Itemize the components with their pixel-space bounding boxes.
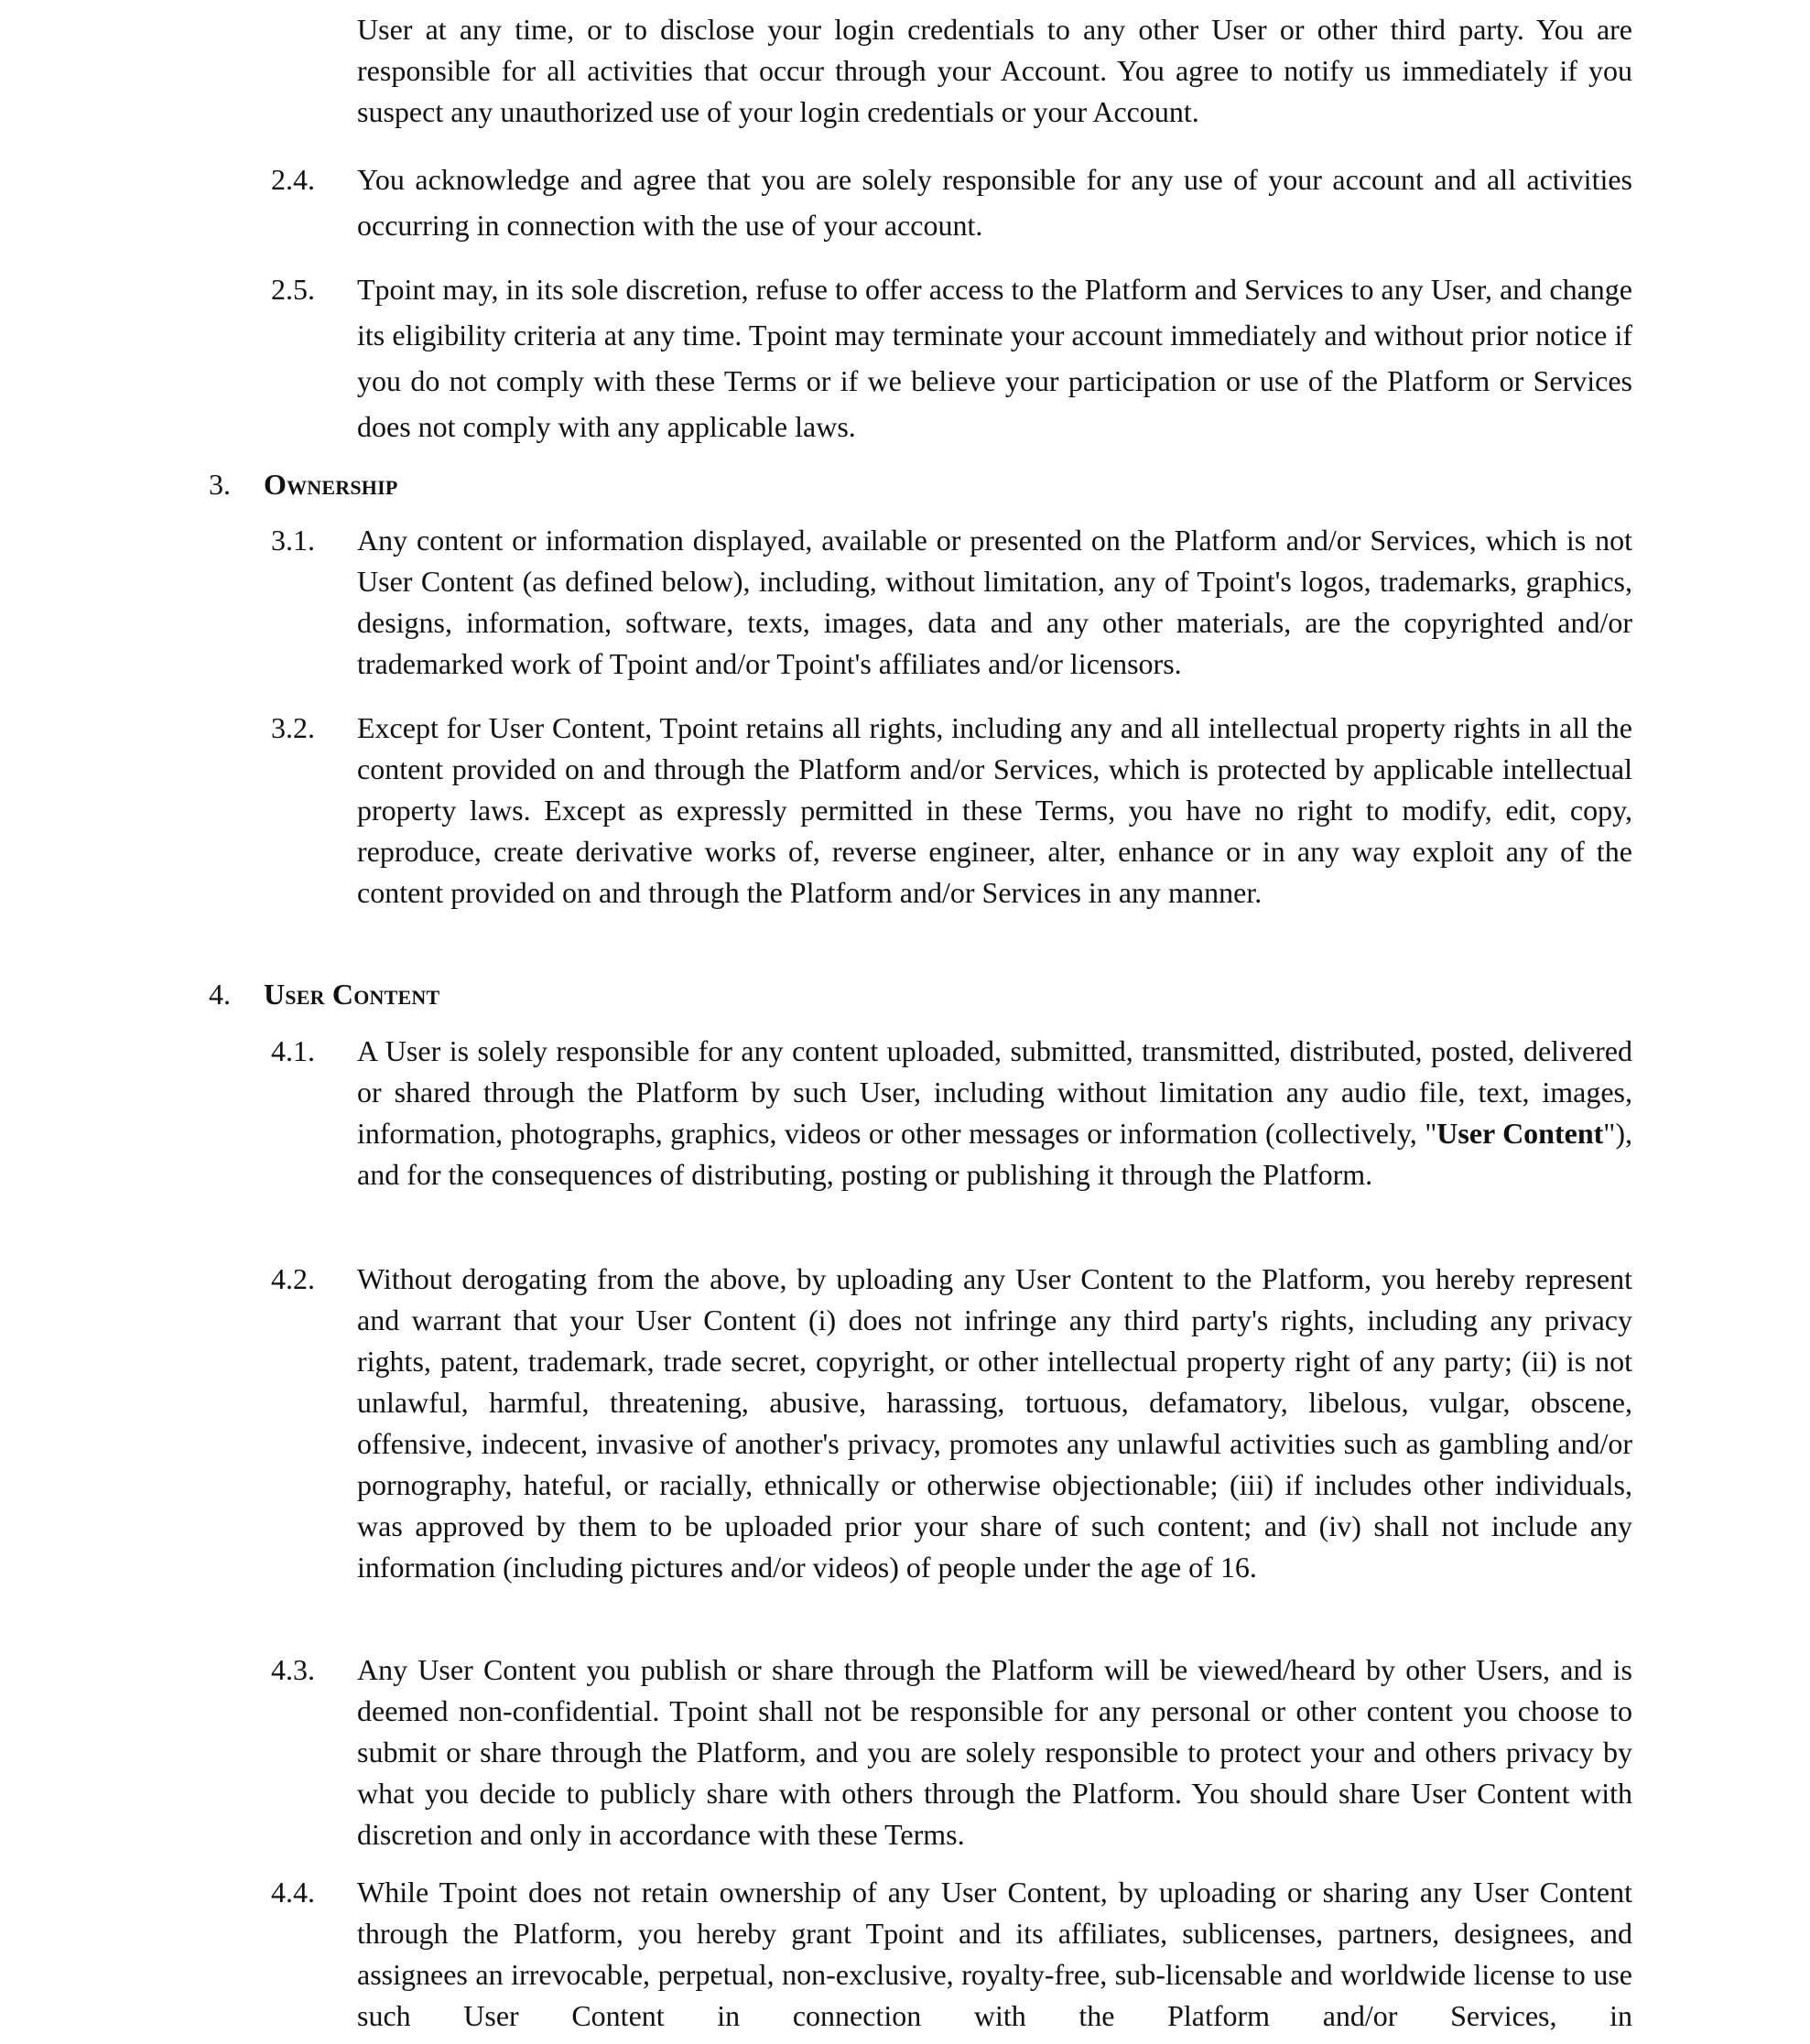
clause-4-2 xyxy=(271,1259,1632,1588)
section-title: User Content xyxy=(264,978,440,1011)
clause-number: 3.2. xyxy=(271,711,315,744)
section-number: 4. xyxy=(209,978,231,1011)
section-title: Ownership xyxy=(264,468,398,501)
clause-text: Except for User Content, Tpoint retains all rights, including any and all intellectual property rights in all the content provided on and through the Platform and/or Services, which is protected by applicable intellectual property laws. Except as expressly permitted in these Terms, you have no right to modify, edit, copy, reproduce, create derivative works of, reverse engineer, alter, enhance or in any way exploit any of the content provided on and through the Platform and/or Services in any manner. xyxy=(357,711,1632,909)
clause-2-4 xyxy=(271,157,1632,248)
clause-number: 3.1. xyxy=(271,524,315,557)
clause-text: User at any time, or to disclose your login credentials to any other User or other third party. You are responsible for all activities that occur through your Account. You agree to notify us immediately if you suspect any unauthorized use of your login credentials or your Account. xyxy=(357,13,1632,128)
clause-3-1 xyxy=(271,520,1632,685)
clause-4-4 xyxy=(271,1872,1632,2037)
clause-4-1 xyxy=(271,1031,1632,1195)
clause-text: While Tpoint does not retain ownership of any User Content, by uploading or sharing any User Content through the Platform, you hereby grant Tpoint and its affiliates, sublicenses, partners, designees, and assignees an irrevocable, perpetual, non-exclusive, royalty-free, sub-licensable and worldwide license to use such User Content in connection with the Platform and/or Services, in xyxy=(357,1876,1632,2032)
section-number: 3. xyxy=(209,468,231,501)
clause-text: Any User Content you publish or share through the Platform will be viewed/heard by other Users, and is deemed non-confidential. Tpoint shall not be responsible for any personal or other content you choose to submit or share through the Platform, and you are solely responsible to protect your and others privacy by what you decide to publicly share with others through the Platform. You should share User Content with discretion and only in accordance with these Terms. xyxy=(357,1653,1632,1851)
clause-text: Tpoint may, in its sole discretion, refuse to offer access to the Platform and Services to any User, and change its eligibility criteria at any time. Tpoint may terminate your account immediately and without prior notice if you do not comply with these Terms or if we believe your participation or use of the Platform or Services does not comply with any applicable laws. xyxy=(357,273,1632,443)
clause-3-2 xyxy=(271,708,1632,914)
clause-text-before: A User is solely responsible for any content uploaded, submitted, transmitted, distributed, posted, delivered or shared through the Platform by such User, including without limitation any audio file, text, images, information, photographs, graphics, videos or other messages or information (collectively, " xyxy=(357,1034,1632,1150)
section-heading-ownership xyxy=(209,466,398,503)
clause-2-5 xyxy=(271,266,1632,449)
clause-number: 2.5. xyxy=(271,273,315,306)
clause-number: 4.1. xyxy=(271,1034,315,1067)
clause-number: 4.4. xyxy=(271,1876,315,1909)
clause-text: You acknowledge and agree that you are solely responsible for any use of your account and all activities occurring in connection with the use of your account. xyxy=(357,163,1632,242)
clause-2-3-continuation xyxy=(271,9,1632,133)
clause-text: Without derogating from the above, by uploading any User Content to the Platform, you hereby represent and warrant that your User Content (i) does not infringe any third party's rights, including any privacy rights, patent, trademark, trade secret, copyright, or other intellectual property right of any party; (ii) is not unlawful, harmful, threatening, abusive, harassing, tortuous, defamatory, libelous, vulgar, obscene, offensive, indecent, invasive of another's privacy, promotes any unlawful activities such as gambling and/or pornography, hateful, or racially, ethnically or otherwise objectionable; (iii) if includes other individuals, was approved by them to be uploaded prior your share of such content; and (iv) shall not include any information (including pictures and/or videos) of people under the age of 16. xyxy=(357,1262,1632,1584)
clause-number: 4.2. xyxy=(271,1262,315,1295)
defined-term-user-content: User Content xyxy=(1436,1117,1604,1150)
clause-number: 4.3. xyxy=(271,1653,315,1686)
clause-text-after: "), and for the consequences of distributing, posting or publishing it through the Platform. xyxy=(357,1117,1633,1191)
clause-number: 2.4. xyxy=(271,163,315,196)
section-heading-user-content xyxy=(209,976,439,1012)
clause-4-3 xyxy=(271,1649,1632,1855)
clause-text: Any content or information displayed, available or presented on the Platform and/or Services, which is not User Content (as defined below), including, without limitation, any of Tpoint's logos, trademarks, graphics, designs, information, software, texts, images, data and any other materials, are the copyrighted and/or trademarked work of Tpoint and/or Tpoint's affiliates and/or licensors. xyxy=(357,524,1632,680)
clause-text xyxy=(357,1031,1632,1195)
